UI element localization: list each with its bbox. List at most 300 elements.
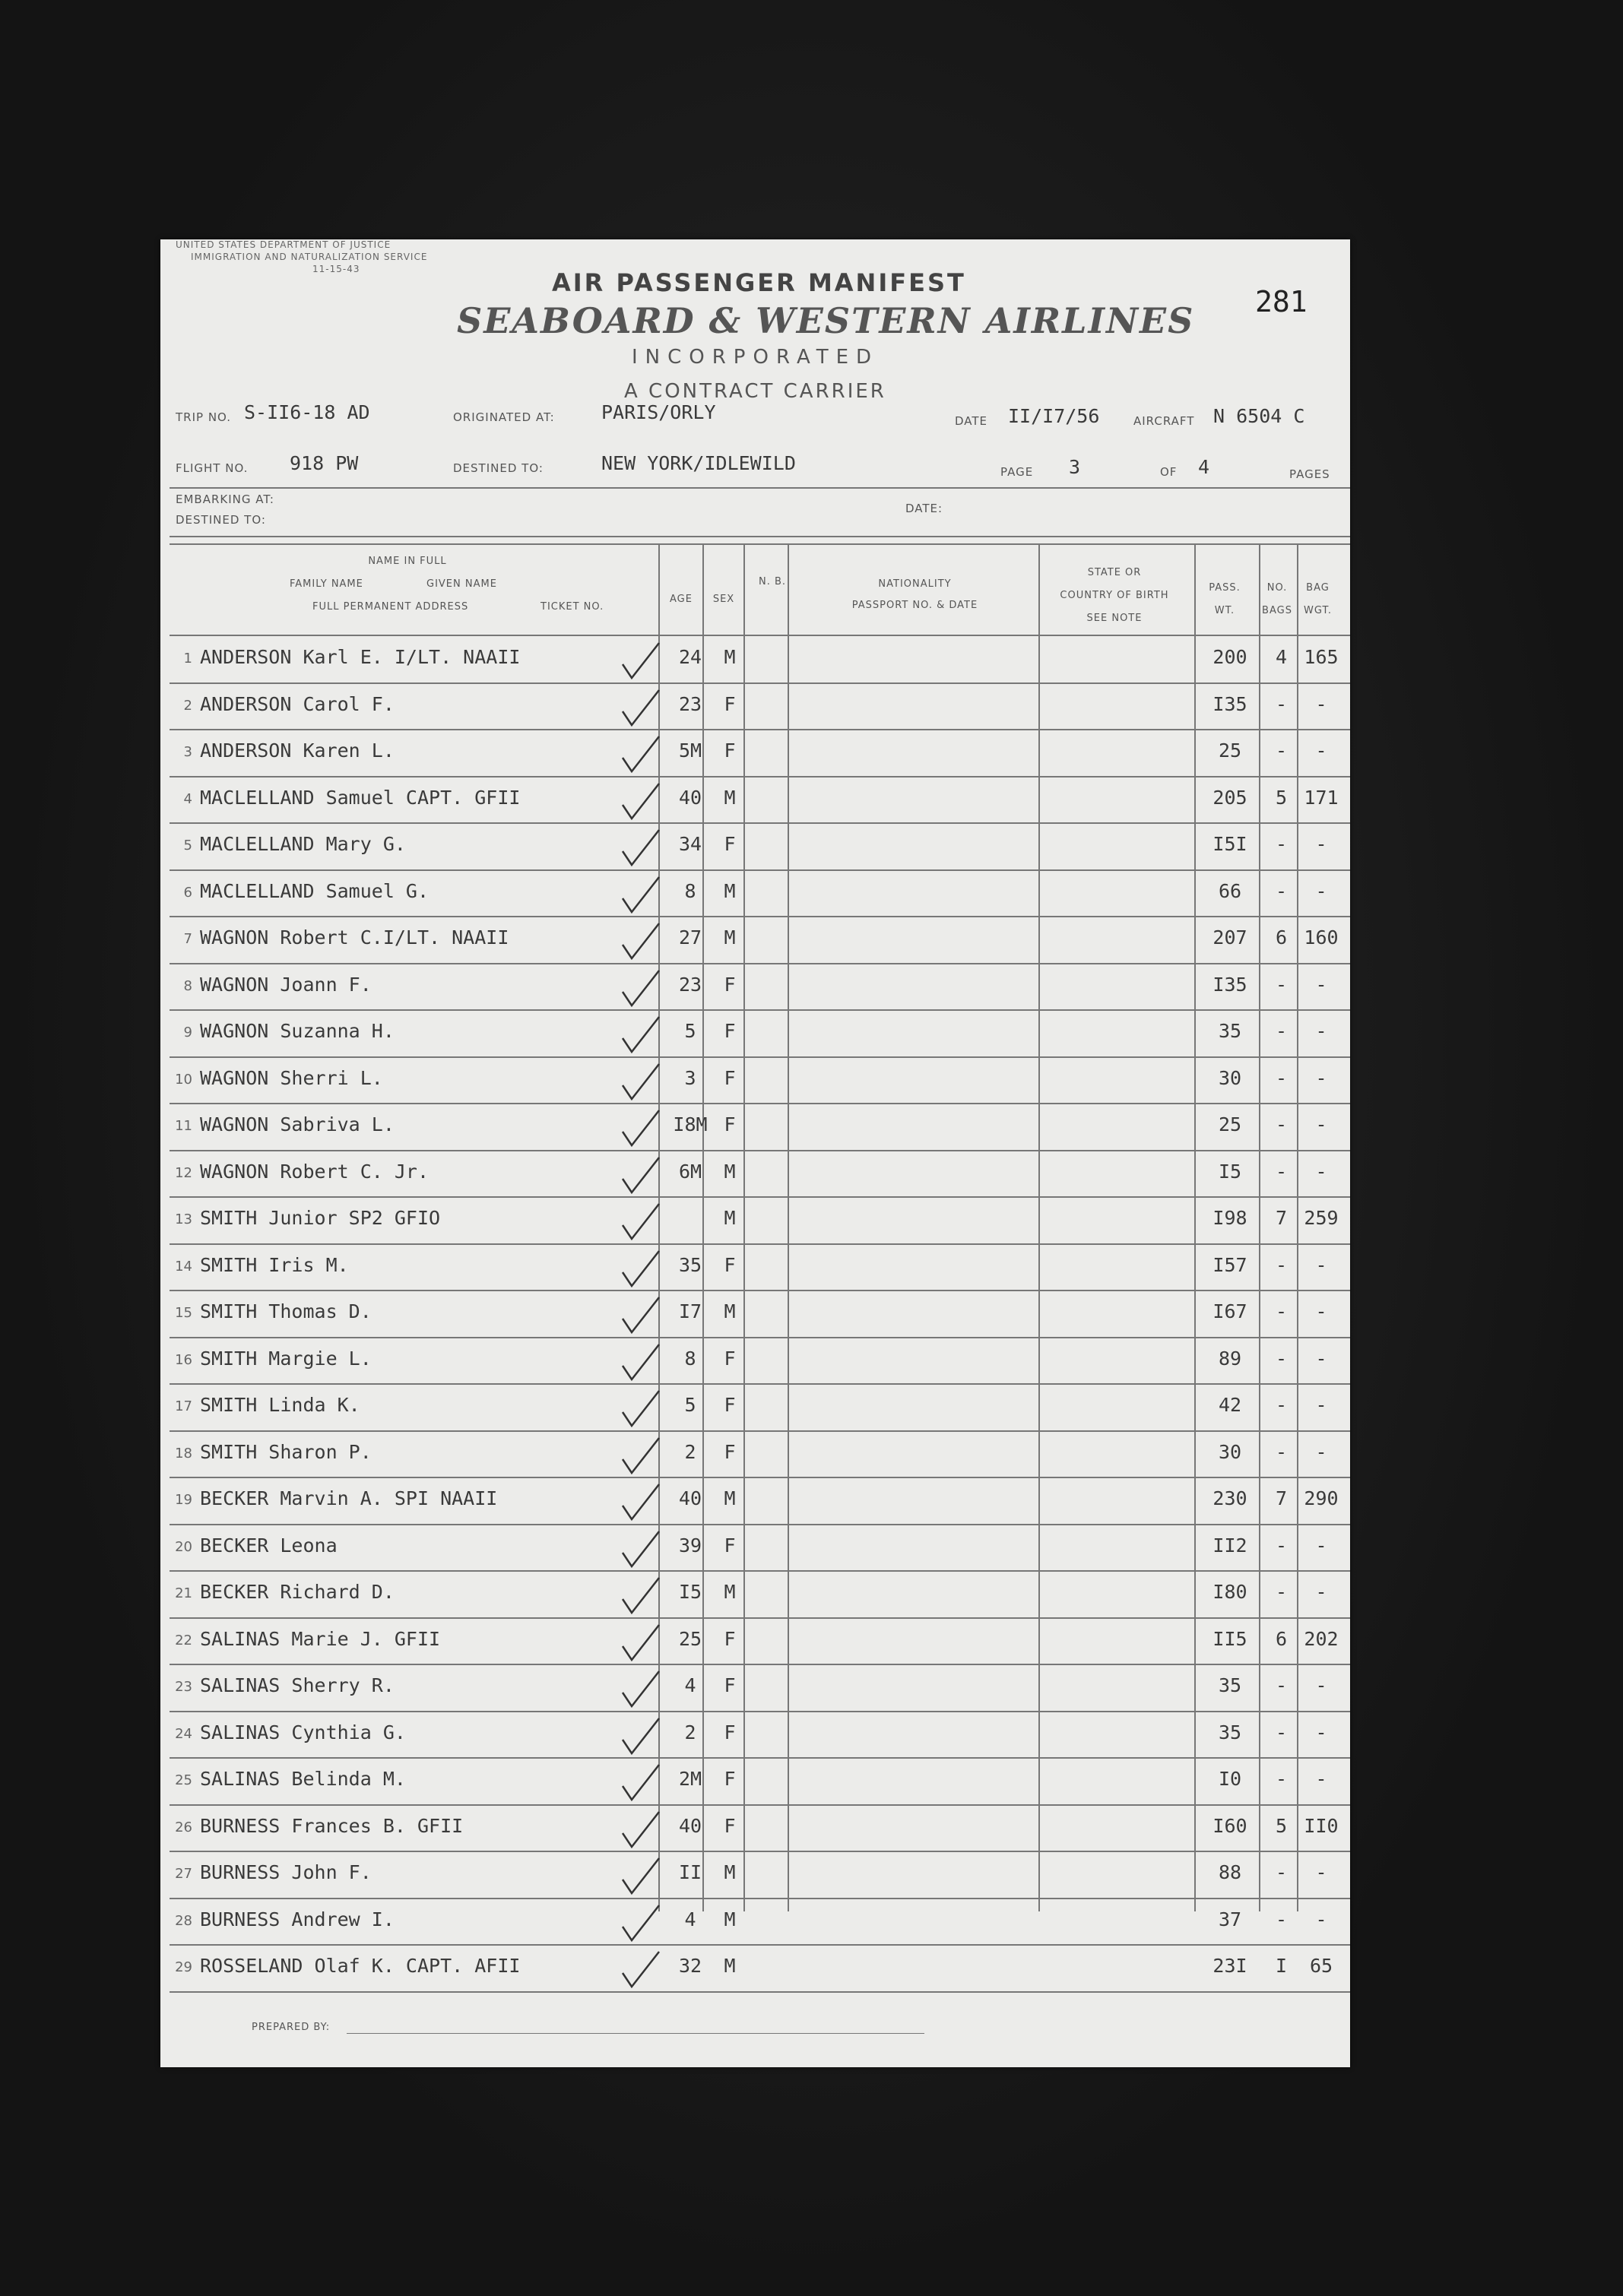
passenger-name: ANDERSON Karen L. (200, 739, 395, 762)
bag-count: 5 (1275, 1814, 1288, 1837)
passenger-sex: F (724, 1534, 736, 1557)
table-row (170, 1338, 1340, 1385)
passenger-age: 24 (678, 646, 702, 668)
col-name-line1: NAME IN FULL (368, 556, 447, 567)
col-bag-wt-2: WGT. (1304, 605, 1332, 616)
table-row (170, 1432, 1340, 1478)
page-label: PAGE (1000, 465, 1034, 479)
passenger-weight: 89 (1218, 1347, 1242, 1370)
checkmark-icon (618, 1901, 664, 1945)
checkmark-icon (618, 1667, 664, 1711)
bag-count: 4 (1275, 646, 1288, 668)
passenger-age: I5 (678, 1581, 702, 1603)
checkmark-icon (618, 1386, 664, 1430)
page-value: 3 (1069, 456, 1081, 478)
row-number: 9 (183, 1024, 192, 1040)
bag-weight: - (1315, 1113, 1327, 1135)
row-number: 23 (175, 1679, 192, 1695)
passenger-weight: 42 (1218, 1394, 1242, 1416)
row-number: 26 (175, 1819, 192, 1835)
row-number: 24 (175, 1725, 192, 1742)
row-number: 7 (183, 931, 192, 947)
bag-count: - (1275, 692, 1288, 715)
row-number: 3 (183, 744, 192, 760)
bag-count: - (1275, 1581, 1288, 1603)
bag-count: 7 (1275, 1487, 1288, 1509)
bag-weight: - (1315, 1768, 1327, 1790)
passenger-name: BURNESS Andrew I. (200, 1908, 395, 1930)
passenger-weight: I60 (1212, 1814, 1247, 1837)
table-row (170, 1759, 1340, 1805)
form-title: AIR PASSENGER MANIFEST (552, 268, 966, 297)
row-number: 17 (175, 1398, 192, 1414)
bag-count: - (1275, 1861, 1288, 1883)
bag-weight: 259 (1304, 1207, 1339, 1229)
bag-count: - (1275, 973, 1288, 996)
checkmark-icon (618, 1433, 664, 1477)
table-row (170, 1665, 1340, 1712)
passenger-sex: F (724, 1394, 736, 1416)
row-number: 25 (175, 1772, 192, 1788)
embarking-at-label: EMBARKING AT: (176, 492, 274, 506)
table-row (170, 1058, 1340, 1104)
row-number: 13 (175, 1211, 192, 1227)
checkmark-icon (618, 825, 664, 869)
aircraft-label: AIRCRAFT (1133, 414, 1195, 428)
passenger-name: ANDERSON Karl E. I/LT. NAAII (200, 646, 521, 668)
flight-no-label: FLIGHT NO. (176, 461, 249, 475)
passenger-sex: F (724, 1440, 736, 1463)
col-bags-2: BAGS (1262, 605, 1292, 616)
bag-count: - (1275, 1160, 1288, 1183)
col-bag-wt-1: BAG (1306, 582, 1330, 594)
passenger-age: 2M (678, 1768, 702, 1790)
table-row (170, 964, 1340, 1011)
incorporated-label: INCORPORATED (632, 346, 880, 369)
passenger-age: 39 (678, 1534, 702, 1557)
passenger-sex: M (724, 1160, 736, 1183)
manifest-page (160, 239, 1350, 2067)
row-number: 6 (183, 884, 192, 901)
passenger-sex: F (724, 973, 736, 996)
passenger-weight: 230 (1212, 1487, 1247, 1509)
bag-weight: 290 (1304, 1487, 1339, 1509)
table-row (170, 1385, 1340, 1431)
checkmark-icon (618, 1293, 664, 1337)
passenger-weight: I5I (1212, 833, 1247, 855)
checkmark-icon (618, 686, 664, 730)
table-row (170, 871, 1340, 917)
passenger-weight: 207 (1212, 926, 1247, 948)
table-row (170, 637, 1340, 683)
bag-count: - (1275, 1721, 1288, 1743)
bag-weight: - (1315, 1674, 1327, 1696)
passenger-name: MACLELLAND Samuel G. (200, 879, 430, 902)
col-bags-1: NO. (1266, 582, 1288, 594)
passenger-age: 8 (684, 1347, 696, 1370)
passenger-name: WAGNON Suzanna H. (200, 1020, 395, 1042)
date-2-label: DATE: (905, 502, 943, 515)
table-row (170, 917, 1340, 964)
passenger-sex: F (724, 1347, 736, 1370)
passenger-age: 35 (678, 1253, 702, 1276)
destined-to-label: DESTINED TO: (453, 461, 544, 475)
passenger-age: 3 (684, 1066, 696, 1089)
row-number: 21 (175, 1585, 192, 1601)
table-row (170, 1946, 1340, 1992)
col-state-2: COUNTRY OF BIRTH (1060, 590, 1169, 601)
passenger-name: SALINAS Marie J. GFII (200, 1627, 441, 1650)
bag-weight: - (1315, 973, 1327, 996)
bag-weight: - (1315, 879, 1327, 902)
checkmark-icon (618, 1714, 664, 1758)
bag-weight: 160 (1304, 926, 1339, 948)
table-row (170, 1245, 1340, 1291)
col-nb: N. B. (758, 576, 787, 587)
row-number: 5 (183, 838, 192, 853)
passenger-name: BURNESS John F. (200, 1861, 372, 1883)
table-row (170, 1712, 1340, 1759)
prepared-by-label: PREPARED BY: (252, 2022, 331, 2033)
passenger-sex: M (724, 1861, 736, 1883)
agency-line-1: UNITED STATES DEPARTMENT OF JUSTICE (176, 239, 391, 250)
passenger-age: I7 (678, 1300, 702, 1322)
passenger-sex: M (724, 1581, 736, 1603)
passenger-name: SMITH Sharon P. (200, 1440, 372, 1463)
checkmark-icon (618, 638, 664, 682)
agency-form-date: 11-15-43 (312, 264, 360, 274)
row-number: 16 (175, 1351, 192, 1368)
passenger-weight: II2 (1212, 1534, 1247, 1557)
passenger-age: 5 (684, 1394, 696, 1416)
col-pass-wt-2: WT. (1214, 605, 1235, 616)
bag-count: 7 (1275, 1207, 1288, 1229)
passenger-age: 40 (678, 786, 702, 809)
passenger-age: 23 (678, 973, 702, 996)
bag-count: - (1275, 1347, 1288, 1370)
checkmark-icon (618, 1480, 664, 1524)
passenger-age: 5M (678, 739, 702, 762)
destined-to-2-label: DESTINED TO: (176, 513, 266, 527)
of-value: 4 (1198, 456, 1210, 478)
bag-count: - (1275, 739, 1288, 762)
bag-weight: - (1315, 833, 1327, 855)
passenger-name: WAGNON Sabriva L. (200, 1113, 395, 1135)
bag-weight: - (1315, 1581, 1327, 1603)
passenger-name: WAGNON Sherri L. (200, 1066, 383, 1089)
passenger-sex: F (724, 1066, 736, 1089)
checkmark-icon (618, 1059, 664, 1104)
bag-weight: - (1315, 1394, 1327, 1416)
passenger-weight: I57 (1212, 1253, 1247, 1276)
passenger-age: 34 (678, 833, 702, 855)
bag-weight: - (1315, 1020, 1327, 1042)
passenger-weight: 25 (1218, 1113, 1242, 1135)
passenger-sex: F (724, 1627, 736, 1650)
row-number: 4 (183, 790, 192, 807)
passenger-weight: I80 (1212, 1581, 1247, 1603)
col-ticket: TICKET NO. (540, 601, 604, 613)
passenger-sex: M (724, 1300, 736, 1322)
passenger-age: 27 (678, 926, 702, 948)
checkmark-icon (618, 1106, 664, 1150)
bag-weight: - (1315, 1908, 1327, 1930)
passenger-age: II (678, 1861, 702, 1883)
table-row (170, 684, 1340, 730)
checkmark-icon (618, 732, 664, 776)
passenger-sex: F (724, 1768, 736, 1790)
checkmark-icon (618, 1199, 664, 1243)
passenger-sex: M (724, 1207, 736, 1229)
checkmark-icon (618, 1573, 664, 1617)
bag-weight: - (1315, 1534, 1327, 1557)
col-state-1: STATE OR (1087, 567, 1142, 578)
table-row (170, 1478, 1340, 1525)
passenger-weight: 35 (1218, 1674, 1242, 1696)
passenger-name: BURNESS Frances B. GFII (200, 1814, 464, 1837)
table-row (170, 1852, 1340, 1899)
passenger-age: 6M (678, 1160, 702, 1183)
passenger-name: SMITH Iris M. (200, 1253, 349, 1276)
passenger-age: 23 (678, 692, 702, 715)
col-name-family: FAMILY NAME (290, 578, 363, 590)
passenger-weight: II5 (1212, 1627, 1247, 1650)
row-number: 8 (183, 977, 192, 994)
row-number: 15 (175, 1305, 192, 1321)
checkmark-icon (618, 872, 664, 917)
passenger-name: WAGNON Robert C.I/LT. NAAII (200, 926, 509, 948)
table-row (170, 1151, 1340, 1198)
passenger-sex: F (724, 1814, 736, 1837)
passenger-name: SMITH Margie L. (200, 1347, 372, 1370)
col-sex: SEX (712, 594, 735, 605)
passenger-sex: M (724, 1487, 736, 1509)
row-number: 14 (175, 1258, 192, 1275)
trip-no-label: TRIP NO. (176, 410, 232, 424)
passenger-name: BECKER Richard D. (200, 1581, 395, 1603)
bag-count: - (1275, 1253, 1288, 1276)
date-value: II/I7/56 (1008, 405, 1100, 427)
passenger-weight: I35 (1212, 692, 1247, 715)
bag-weight: - (1315, 692, 1327, 715)
table-row (170, 1291, 1340, 1338)
passenger-name: WAGNON Joann F. (200, 973, 372, 996)
bag-count: - (1275, 1440, 1288, 1463)
col-pass-wt-1: PASS. (1209, 582, 1241, 594)
table-row (170, 1619, 1340, 1665)
bag-weight: - (1315, 1160, 1327, 1183)
bag-weight: - (1315, 1300, 1327, 1322)
passenger-weight: 30 (1218, 1440, 1242, 1463)
table-row (170, 1899, 1340, 1946)
destined-to-value: NEW YORK/IDLEWILD (601, 452, 796, 474)
passenger-name: ANDERSON Carol F. (200, 692, 395, 715)
checkmark-icon (618, 1947, 664, 1991)
col-name-given: GIVEN NAME (426, 578, 497, 590)
passenger-weight: I98 (1212, 1207, 1247, 1229)
bag-weight: 202 (1304, 1627, 1339, 1650)
row-number: 27 (175, 1866, 192, 1882)
passenger-sex: F (724, 1020, 736, 1042)
bag-weight: - (1315, 1066, 1327, 1089)
checkmark-icon (618, 1760, 664, 1804)
passenger-age: 2 (684, 1440, 696, 1463)
bag-weight: - (1315, 1721, 1327, 1743)
passenger-weight: I0 (1218, 1768, 1242, 1790)
bag-weight: - (1315, 1253, 1327, 1276)
passenger-weight: I35 (1212, 973, 1247, 996)
passenger-weight: 66 (1218, 879, 1242, 902)
passenger-age: 32 (678, 1955, 702, 1977)
bag-count: - (1275, 879, 1288, 902)
agency-line-2: IMMIGRATION AND NATURALIZATION SERVICE (191, 252, 428, 262)
passenger-age: 4 (684, 1908, 696, 1930)
checkmark-icon (618, 1527, 664, 1571)
passenger-weight: I5 (1218, 1160, 1242, 1183)
passenger-sex: M (724, 786, 736, 809)
passenger-sex: M (724, 646, 736, 668)
originated-at-label: ORIGINATED AT: (453, 410, 555, 424)
table-row (170, 730, 1340, 777)
passenger-age: I8M (673, 1113, 708, 1135)
passenger-name: SALINAS Sherry R. (200, 1674, 395, 1696)
passenger-sex: F (724, 1721, 736, 1743)
passenger-name: BECKER Marvin A. SPI NAAII (200, 1487, 498, 1509)
bag-count: - (1275, 1908, 1288, 1930)
checkmark-icon (618, 1340, 664, 1384)
row-number: 22 (175, 1632, 192, 1648)
checkmark-icon (618, 779, 664, 823)
bag-count: - (1275, 1394, 1288, 1416)
passenger-name: SALINAS Cynthia G. (200, 1721, 406, 1743)
table-row (170, 1806, 1340, 1852)
checkmark-icon (618, 1012, 664, 1056)
checkmark-icon (618, 919, 664, 963)
bag-count: 6 (1275, 926, 1288, 948)
col-passport: PASSPORT NO. & DATE (851, 600, 978, 611)
passenger-sex: M (724, 1908, 736, 1930)
flight-no-value: 918 PW (290, 452, 359, 474)
passenger-sex: F (724, 739, 736, 762)
passenger-name: WAGNON Robert C. Jr. (200, 1160, 430, 1183)
passenger-sex: M (724, 1955, 736, 1977)
bag-count: 6 (1275, 1627, 1288, 1650)
table-row (170, 777, 1340, 824)
row-number: 10 (175, 1071, 192, 1088)
bag-count: - (1275, 1113, 1288, 1135)
passenger-weight: 23I (1212, 1955, 1247, 1977)
table-row (170, 1525, 1340, 1572)
table-row (170, 824, 1340, 870)
table-row (170, 1104, 1340, 1151)
date-label: DATE (955, 414, 988, 428)
passenger-name: SMITH Junior SP2 GFIO (200, 1207, 441, 1229)
bag-weight: - (1315, 739, 1327, 762)
passenger-sex: F (724, 1253, 736, 1276)
checkmark-icon (618, 1854, 664, 1898)
passenger-sex: F (724, 1674, 736, 1696)
row-number: 11 (175, 1118, 192, 1134)
trip-no-value: S-II6-18 AD (244, 401, 370, 423)
bag-count: - (1275, 1768, 1288, 1790)
passenger-weight: 37 (1218, 1908, 1242, 1930)
passenger-age: 8 (684, 879, 696, 902)
passenger-age: 25 (678, 1627, 702, 1650)
passenger-name: BECKER Leona (200, 1534, 338, 1557)
col-age: AGE (670, 594, 693, 605)
passenger-name: ROSSELAND Olaf K. CAPT. AFII (200, 1955, 521, 1977)
passenger-weight: 205 (1212, 786, 1247, 809)
bag-count: - (1275, 1534, 1288, 1557)
passenger-weight: 30 (1218, 1066, 1242, 1089)
bag-count: - (1275, 1674, 1288, 1696)
passenger-sex: F (724, 692, 736, 715)
passenger-name: MACLELLAND Mary G. (200, 833, 406, 855)
of-label: OF (1160, 465, 1178, 479)
carrier-type: A CONTRACT CARRIER (624, 380, 886, 403)
passenger-age: 5 (684, 1020, 696, 1042)
passenger-sex: M (724, 879, 736, 902)
passenger-weight: 200 (1212, 646, 1247, 668)
row-number: 28 (175, 1912, 192, 1929)
row-number: 18 (175, 1445, 192, 1462)
passenger-weight: 88 (1218, 1861, 1242, 1883)
row-number: 19 (175, 1492, 192, 1508)
row-number: 1 (183, 651, 192, 667)
passenger-sex: M (724, 926, 736, 948)
passenger-weight: 35 (1218, 1020, 1242, 1042)
bag-weight: 165 (1304, 646, 1339, 668)
passenger-age: 40 (678, 1487, 702, 1509)
checkmark-icon (618, 1807, 664, 1851)
passenger-weight: 35 (1218, 1721, 1242, 1743)
bag-weight: II0 (1304, 1814, 1339, 1837)
bag-count: I (1275, 1955, 1288, 1977)
passenger-name: MACLELLAND Samuel CAPT. GFII (200, 786, 521, 809)
table-row (170, 1572, 1340, 1618)
row-number: 29 (175, 1959, 192, 1975)
checkmark-icon (618, 966, 664, 1010)
table-row (170, 1198, 1340, 1244)
bag-count: - (1275, 1300, 1288, 1322)
passenger-name: SALINAS Belinda M. (200, 1768, 406, 1790)
pages-label: PAGES (1289, 467, 1330, 481)
row-number: 12 (175, 1164, 192, 1181)
col-nationality: NATIONALITY (878, 578, 952, 590)
passenger-weight: 25 (1218, 739, 1242, 762)
bag-count: - (1275, 1020, 1288, 1042)
bag-weight: - (1315, 1861, 1327, 1883)
page-number: 281 (1255, 285, 1308, 318)
originated-at-value: PARIS/ORLY (601, 401, 716, 423)
bag-count: 5 (1275, 786, 1288, 809)
row-number: 2 (183, 697, 192, 714)
checkmark-icon (618, 1620, 664, 1664)
passenger-age: 4 (684, 1674, 696, 1696)
aircraft-value: N 6504 C (1213, 405, 1305, 427)
bag-weight: 65 (1309, 1955, 1333, 1977)
bag-count: - (1275, 833, 1288, 855)
passenger-age: 2 (684, 1721, 696, 1743)
passenger-sex: F (724, 1113, 736, 1135)
passenger-name: SMITH Linda K. (200, 1394, 360, 1416)
bag-count: - (1275, 1066, 1288, 1089)
passenger-sex: F (724, 833, 736, 855)
airline-name: SEABOARD & WESTERN AIRLINES (457, 300, 1195, 341)
checkmark-icon (618, 1246, 664, 1291)
col-state-3: SEE NOTE (1086, 613, 1143, 624)
passenger-weight: I67 (1212, 1300, 1247, 1322)
